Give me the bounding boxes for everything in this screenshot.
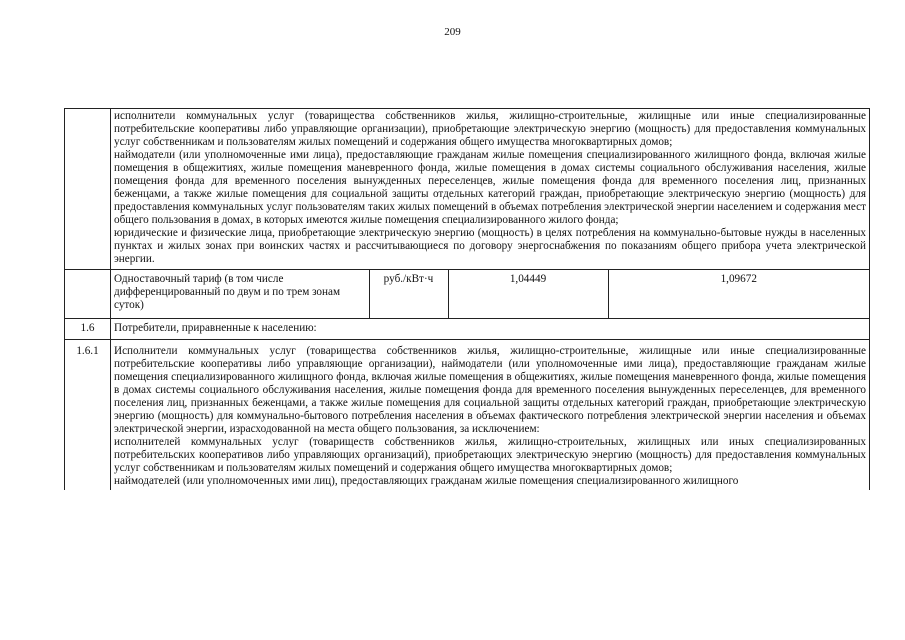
table-row: [65, 109, 870, 270]
tariff-value-1: 1,04449: [448, 270, 608, 318]
row-description: Потребители, приравненные к населению:: [111, 319, 870, 340]
paragraph: наймодателей (или уполномоченных ими лиц), предоставляющих гражданам жилые помещения специализированного жилищного: [114, 475, 739, 487]
tariff-value-2: 1,09672: [608, 270, 869, 318]
row-description: [111, 109, 870, 270]
paragraph: исполнителей коммунальных услуг (товариществ собственников жилья, жилищно-строительных, жилищных или иных специализированных потребительских кооперативов либо управляющих организаций), приобретающих электрическую энергию (мощность) для предоставления коммунальных услуг собственникам и пользователям жилых помещений и содержания общего имущества многоквартирных домов;: [114, 436, 866, 474]
paragraph: Исполнители коммунальных услуг (товарищества собственников жилья, жилищно-строительные, жилищные или иные специализированные потребительские кооперативы либо управляющие организации), наймодатели (или уполномоченные ими лица), предоставляющие гражданам жилые помещения специализированного жилищного фонда, включая жилые помещения в общежитиях, жилые помещения маневренного фонда, жилые помещения в домах системы социального обслуживания населения, жилые помещения фонда для временного поселения вынужденных переселенцев, для временного поселения лиц, признанных беженцами, а также жилые помещения для социальной защиты отдельных категорий граждан, приобретающие электрическую энергию (мощность) для коммунально-бытового потребления населения в объемах фактического потребления электрической энергии населения и объемах электрической энергии, израсходованной на места общего пользования, за исключением:: [114, 345, 866, 435]
row-description: [111, 340, 870, 491]
tariff-label: Одноставочный тариф (в том числе дифференцированный по двум и по трем зонам суток): [114, 273, 341, 311]
row-number-empty: [65, 270, 111, 319]
row-number: 1.6.1: [65, 340, 111, 491]
row-number: 1.6: [65, 319, 111, 340]
row-number: [65, 109, 111, 270]
page-number: 209: [444, 26, 461, 38]
table-row: [65, 319, 870, 340]
tariff-table: [64, 108, 870, 490]
table-row: [65, 340, 870, 491]
tariff-unit: руб./кВт·ч: [369, 270, 448, 318]
paragraph: юридические и физические лица, приобретающие электрическую энергию (мощность) в целях потребления на коммунально-бытовые нужды в населенных пунктах и жилых зонах при воинских частях и рассчитывающиеся по договору энергоснабжения по показаниям общего прибора учета электрической энергии.: [114, 227, 866, 265]
tariff-subtable: [111, 270, 869, 318]
table-row: [65, 270, 870, 319]
paragraph: исполнители коммунальных услуг (товарищества собственников жилья, жилищно-строительные, жилищные или иные специализированные потребительские кооперативы либо управляющие организации), приобретающие электрическую энергию (мощность) для предоставления коммунальных услуг собственникам и пользователям жилых помещений и содержания общего имущества многоквартирных домов;: [114, 110, 866, 148]
paragraph: наймодатели (или уполномоченные ими лица), предоставляющие гражданам жилые помещения специализированного жилищного фонда, включая жилые помещения в общежитиях, жилые помещения маневренного фонда, жилые помещения в домах системы социального обслуживания населения, жилые помещения фонда для временного поселения вынужденных переселенцев, жилые помещения фонда для временного поселения лиц, признанных беженцами, а также жилые помещения для социальной защиты отдельных категорий граждан, приобретающие электрическую энергию (мощность) для предоставления коммунальных услуг пользователям таких жилых помещений в объемах потребления электрической энергии населением и содержания мест общего пользования в домах, в которых имеются жилые помещения специализированного жилого фонда;: [114, 149, 866, 226]
tariff-cell: [111, 270, 870, 319]
